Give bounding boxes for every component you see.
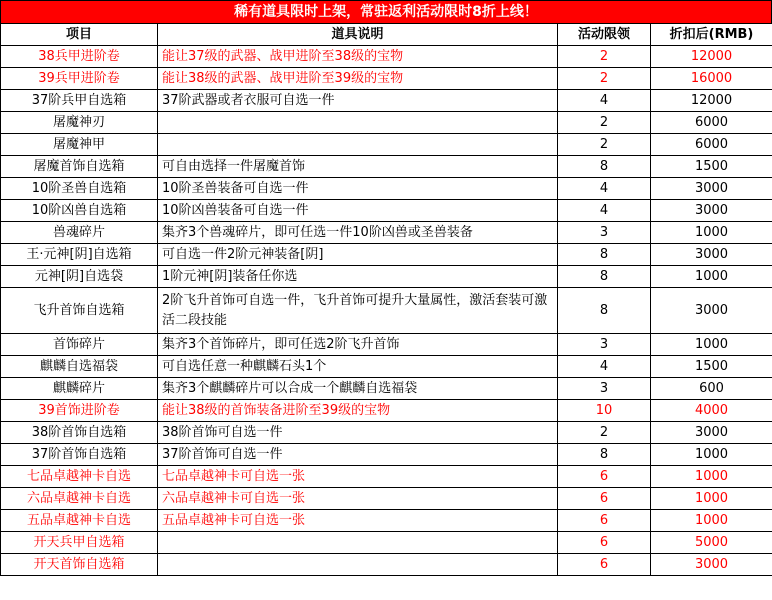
item-limit: 2 bbox=[558, 46, 651, 68]
item-name: 兽魂碎片 bbox=[1, 222, 158, 244]
item-description bbox=[158, 532, 558, 554]
table-row bbox=[1, 422, 772, 444]
item-description: 38阶首饰可自选一件 bbox=[158, 422, 558, 444]
table-row bbox=[1, 466, 772, 488]
item-description: 集齐3个麒麟碎片可以合成一个麒麟自选福袋 bbox=[158, 378, 558, 400]
item-name: 元神[阴]自选袋 bbox=[1, 266, 158, 288]
table-row bbox=[1, 222, 772, 244]
item-description: 37阶首饰可自选一件 bbox=[158, 444, 558, 466]
item-limit: 2 bbox=[558, 68, 651, 90]
item-description: 集齐3个首饰碎片，即可任选2阶飞升首饰 bbox=[158, 334, 558, 356]
item-name: 屠魔神刃 bbox=[1, 112, 158, 134]
item-price: 3000 bbox=[651, 422, 772, 444]
item-price: 3000 bbox=[651, 554, 772, 576]
item-name: 五品卓越神卡自选 bbox=[1, 510, 158, 532]
item-name: 首饰碎片 bbox=[1, 334, 158, 356]
item-price: 3000 bbox=[651, 200, 772, 222]
item-price: 16000 bbox=[651, 68, 772, 90]
table-row bbox=[1, 510, 772, 532]
item-description: 37阶武器或者衣服可自选一件 bbox=[158, 90, 558, 112]
item-name: 37阶兵甲自选箱 bbox=[1, 90, 158, 112]
header-row bbox=[1, 24, 772, 46]
item-limit: 2 bbox=[558, 112, 651, 134]
item-description bbox=[158, 134, 558, 156]
table-row bbox=[1, 400, 772, 422]
item-name: 38阶首饰自选箱 bbox=[1, 422, 158, 444]
item-description: 能让38级的首饰装备进阶至39级的宝物 bbox=[158, 400, 558, 422]
item-limit: 4 bbox=[558, 90, 651, 112]
header-limit: 活动限领 bbox=[558, 24, 651, 46]
item-price: 1500 bbox=[651, 356, 772, 378]
item-limit: 4 bbox=[558, 356, 651, 378]
item-name: 39兵甲进阶卷 bbox=[1, 68, 158, 90]
item-description: 10阶圣兽装备可自选一件 bbox=[158, 178, 558, 200]
item-limit: 8 bbox=[558, 288, 651, 334]
item-price: 3000 bbox=[651, 288, 772, 334]
item-price: 1000 bbox=[651, 444, 772, 466]
item-price: 12000 bbox=[651, 90, 772, 112]
item-name: 麒麟碎片 bbox=[1, 378, 158, 400]
item-name: 37阶首饰自选箱 bbox=[1, 444, 158, 466]
item-price: 1000 bbox=[651, 488, 772, 510]
item-description: 能让37级的武器、战甲进阶至38级的宝物 bbox=[158, 46, 558, 68]
item-description: 集齐3个兽魂碎片，即可任选一件10阶凶兽或圣兽装备 bbox=[158, 222, 558, 244]
item-name: 屠魔神甲 bbox=[1, 134, 158, 156]
table-body bbox=[1, 46, 772, 576]
table-row bbox=[1, 488, 772, 510]
item-name: 麒麟自选福袋 bbox=[1, 356, 158, 378]
item-price: 3000 bbox=[651, 244, 772, 266]
item-description: 可自选一件2阶元神装备[阴] bbox=[158, 244, 558, 266]
item-limit: 8 bbox=[558, 244, 651, 266]
table-row bbox=[1, 134, 772, 156]
item-limit: 6 bbox=[558, 554, 651, 576]
item-price: 3000 bbox=[651, 178, 772, 200]
table-row bbox=[1, 68, 772, 90]
table-row bbox=[1, 200, 772, 222]
table-row bbox=[1, 244, 772, 266]
item-name: 10阶凶兽自选箱 bbox=[1, 200, 158, 222]
item-price: 5000 bbox=[651, 532, 772, 554]
item-price: 1500 bbox=[651, 156, 772, 178]
item-limit: 3 bbox=[558, 378, 651, 400]
item-description: 五品卓越神卡可自选一张 bbox=[158, 510, 558, 532]
table-row bbox=[1, 46, 772, 68]
item-price: 6000 bbox=[651, 112, 772, 134]
item-limit: 2 bbox=[558, 134, 651, 156]
item-name: 开天首饰自选箱 bbox=[1, 554, 158, 576]
item-description: 七品卓越神卡可自选一张 bbox=[158, 466, 558, 488]
table-row bbox=[1, 156, 772, 178]
item-description: 六品卓越神卡可自选一张 bbox=[158, 488, 558, 510]
table-row bbox=[1, 378, 772, 400]
item-price: 1000 bbox=[651, 222, 772, 244]
item-description: 能让38级的武器、战甲进阶至39级的宝物 bbox=[158, 68, 558, 90]
item-limit: 8 bbox=[558, 444, 651, 466]
item-limit: 4 bbox=[558, 200, 651, 222]
table-row bbox=[1, 554, 772, 576]
header-description: 道具说明 bbox=[158, 24, 558, 46]
item-limit: 8 bbox=[558, 156, 651, 178]
item-table bbox=[0, 23, 772, 576]
item-price: 1000 bbox=[651, 266, 772, 288]
item-description bbox=[158, 112, 558, 134]
item-name: 38兵甲进阶卷 bbox=[1, 46, 158, 68]
header-price: 折扣后(RMB) bbox=[651, 24, 772, 46]
item-name: 王·元神[阴]自选箱 bbox=[1, 244, 158, 266]
item-description: 1阶元神[阴]装备任你选 bbox=[158, 266, 558, 288]
item-limit: 4 bbox=[558, 178, 651, 200]
table-row bbox=[1, 90, 772, 112]
item-name: 39首饰进阶卷 bbox=[1, 400, 158, 422]
item-name: 飞升首饰自选箱 bbox=[1, 288, 158, 334]
item-limit: 10 bbox=[558, 400, 651, 422]
item-description bbox=[158, 554, 558, 576]
item-description: 可自选任意一种麒麟石头1个 bbox=[158, 356, 558, 378]
table-row bbox=[1, 444, 772, 466]
header-item: 项目 bbox=[1, 24, 158, 46]
item-price: 1000 bbox=[651, 466, 772, 488]
item-name: 10阶圣兽自选箱 bbox=[1, 178, 158, 200]
item-name: 七品卓越神卡自选 bbox=[1, 466, 158, 488]
item-price: 1000 bbox=[651, 334, 772, 356]
item-limit: 3 bbox=[558, 334, 651, 356]
item-price: 1000 bbox=[651, 510, 772, 532]
item-price: 600 bbox=[651, 378, 772, 400]
item-name: 六品卓越神卡自选 bbox=[1, 488, 158, 510]
table-row bbox=[1, 356, 772, 378]
item-limit: 6 bbox=[558, 488, 651, 510]
table-row bbox=[1, 112, 772, 134]
item-description: 可自由选择一件屠魔首饰 bbox=[158, 156, 558, 178]
item-name: 屠魔首饰自选箱 bbox=[1, 156, 158, 178]
item-price: 12000 bbox=[651, 46, 772, 68]
item-limit: 3 bbox=[558, 222, 651, 244]
item-description: 2阶飞升首饰可自选一件，飞升首饰可提升大量属性，激活套装可激活二段技能 bbox=[158, 288, 558, 334]
item-name: 开天兵甲自选箱 bbox=[1, 532, 158, 554]
table-row bbox=[1, 266, 772, 288]
item-limit: 6 bbox=[558, 510, 651, 532]
item-limit: 6 bbox=[558, 532, 651, 554]
item-price: 6000 bbox=[651, 134, 772, 156]
table-row bbox=[1, 334, 772, 356]
item-limit: 8 bbox=[558, 266, 651, 288]
item-price: 4000 bbox=[651, 400, 772, 422]
promo-banner: 稀有道具限时上架，常驻返利活动限时8折上线！ bbox=[0, 0, 772, 23]
item-description: 10阶凶兽装备可自选一件 bbox=[158, 200, 558, 222]
table-row bbox=[1, 288, 772, 334]
item-limit: 2 bbox=[558, 422, 651, 444]
item-limit: 6 bbox=[558, 466, 651, 488]
table-row bbox=[1, 178, 772, 200]
table-row bbox=[1, 532, 772, 554]
